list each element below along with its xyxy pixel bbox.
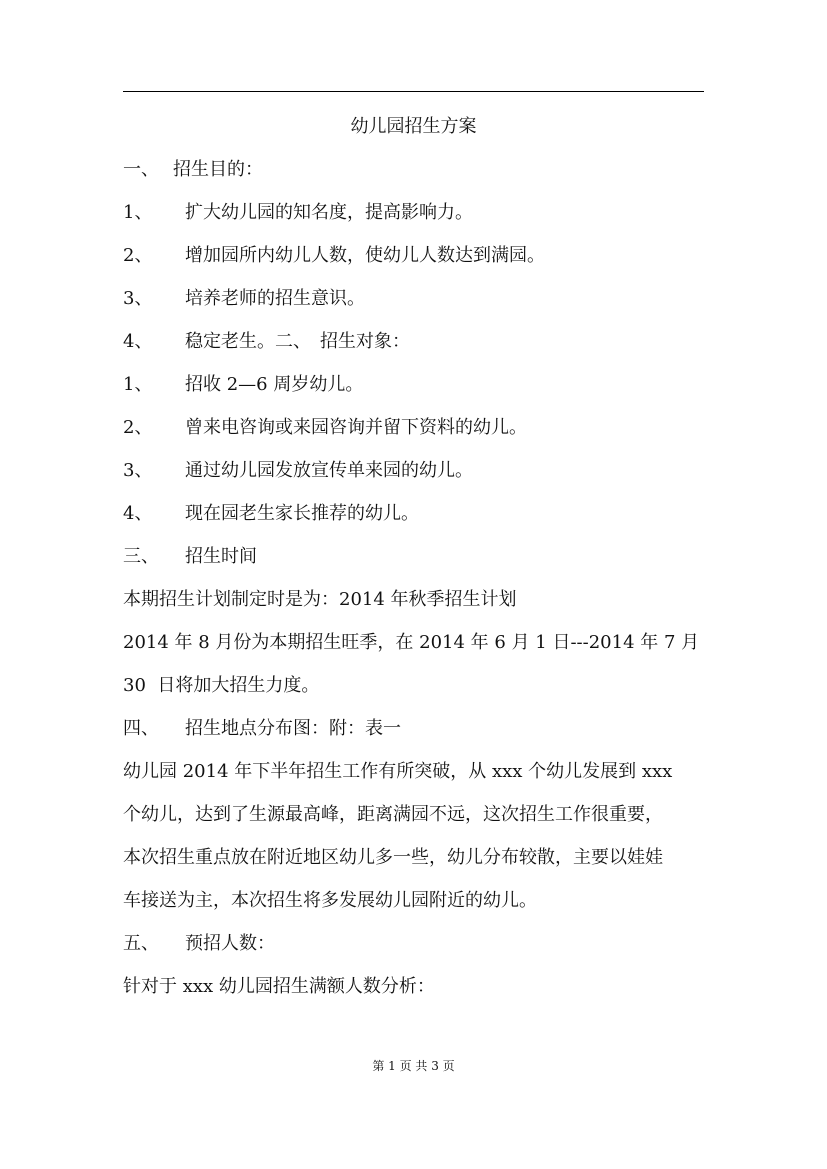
item-text: 扩大幼儿园的知名度，提高影响力。	[185, 202, 473, 223]
section-number: 一、	[123, 159, 159, 180]
section-number: 四、	[123, 718, 159, 739]
item-number: 1、	[123, 202, 153, 223]
item-number: 3、	[123, 460, 153, 481]
paragraph-line: 2014 年 8 月份为本期招生旺季，在 2014 年 6 月 1 日---2014 年 7 月	[123, 632, 700, 653]
item-text: 现在园老生家长推荐的幼儿。	[185, 503, 419, 524]
document-title: 幼儿园招生方案	[350, 116, 477, 137]
list-item	[123, 286, 365, 312]
section-heading-3	[123, 544, 257, 570]
section-number: 五、	[123, 933, 159, 954]
list-item	[123, 243, 545, 269]
item-number: 4、	[123, 503, 153, 524]
item-number: 3、	[123, 288, 153, 309]
paragraph-line: 30 日将加大招生力度。	[123, 675, 320, 696]
section-heading-5	[123, 931, 275, 957]
paragraph-line: 车接送为主，本次招生将多发展幼儿园附近的幼儿。	[123, 890, 537, 911]
paragraph-line: 针对于 xxx 幼儿园招生满额人数分析：	[123, 976, 435, 997]
section-text: 招生地点分布图：附：表一	[185, 718, 401, 739]
list-item	[123, 458, 473, 484]
section-number: 三、	[123, 546, 159, 567]
header-rule	[123, 91, 704, 92]
list-item	[123, 415, 527, 441]
section-heading-1	[123, 157, 263, 183]
item-text: 通过幼儿园发放宣传单来园的幼儿。	[185, 460, 473, 481]
item-number: 4、	[123, 331, 153, 352]
list-item	[123, 501, 419, 527]
item-text: 培养老师的招生意识。	[185, 288, 365, 309]
section-text: 预招人数：	[185, 933, 275, 954]
item-text: 招收 2—6 周岁幼儿。	[185, 374, 364, 395]
paragraph-line: 幼儿园 2014 年下半年招生工作有所突破，从 xxx 个幼儿发展到 xxx	[123, 761, 673, 782]
section-text: 招生目的：	[173, 159, 263, 180]
paragraph-line: 个幼儿，达到了生源最高峰，距离满园不远，这次招生工作很重要，	[123, 804, 663, 825]
section-heading-4	[123, 716, 401, 742]
item-number: 2、	[123, 245, 153, 266]
page-number: 第 1 页 共 3 页	[372, 1059, 455, 1073]
item-number: 2、	[123, 417, 153, 438]
paragraph-line: 本次招生重点放在附近地区幼儿多一些，幼儿分布较散，主要以娃娃	[123, 847, 663, 868]
section-text: 招生时间	[185, 546, 257, 567]
list-item	[123, 200, 473, 226]
item-number: 1、	[123, 374, 153, 395]
list-item	[123, 372, 363, 398]
item-text: 曾来电咨询或来园咨询并留下资料的幼儿。	[185, 417, 527, 438]
list-item	[123, 329, 410, 355]
item-text: 稳定老生。二、 招生对象：	[185, 331, 410, 352]
paragraph-line: 本期招生计划制定时是为：2014 年秋季招生计划	[123, 589, 517, 610]
item-text: 增加园所内幼儿人数，使幼儿人数达到满园。	[185, 245, 545, 266]
